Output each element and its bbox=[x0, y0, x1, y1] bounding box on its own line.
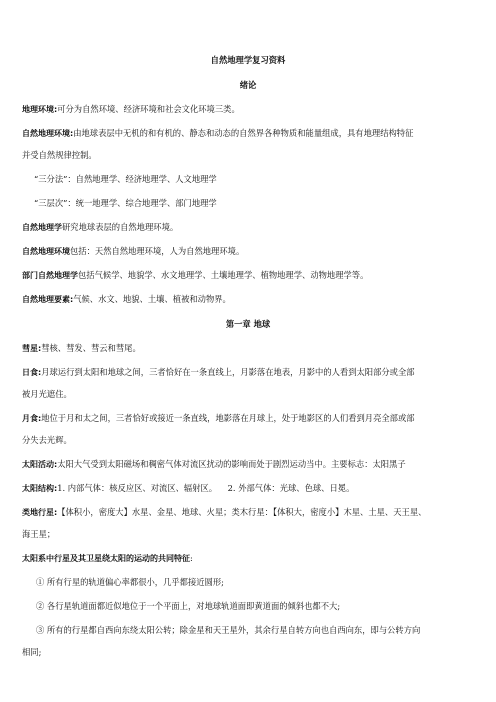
definition: : bbox=[190, 553, 193, 563]
term: 太阳结构: bbox=[22, 484, 58, 493]
definition: 月球运行到太阳和地球之间，三者恰好在一条直线上，月影落在地表，月影中的人看到太阳部分或全部 bbox=[41, 367, 415, 377]
term: 类地行星: bbox=[22, 508, 58, 517]
definition: 【体积小，密度大】水星、金星、地球、火星；类木行星：【体积大，密度小】木星、土星、天王星、 bbox=[57, 507, 427, 517]
paragraph-elements bbox=[22, 294, 474, 305]
definition: 气候、水文、地貌、土壤、植被和动物界。 bbox=[73, 294, 231, 304]
definition: 由地球表层中无机的和有机的、静态和动态的自然界各种物质和能量组成，具有地理结构特征 bbox=[73, 128, 414, 138]
list-item: ① 所有行星的轨道偏心率都很小，几乎都接近圆形; bbox=[36, 577, 224, 587]
term: 太阳系中行星及其卫星绕太阳的运动的共同特征 bbox=[22, 554, 190, 563]
paragraph-solar-eclipse bbox=[22, 367, 474, 378]
paragraph-geo-environment bbox=[22, 104, 474, 115]
list-item: ③ 所有的行星都自西向东绕太阳公转；除金星和天王星外，其余行星自转方向也自西向东，即与公转方向 bbox=[36, 625, 421, 635]
paragraph-continuation: 海王星； bbox=[22, 529, 56, 539]
term: 彗星: bbox=[22, 344, 42, 353]
paragraph-lunar-eclipse bbox=[22, 413, 474, 424]
term: 太阳活动: bbox=[22, 460, 58, 469]
term: 部门自然地理学 bbox=[22, 271, 78, 280]
term: 月食: bbox=[22, 414, 42, 423]
term: 地理环境: bbox=[22, 105, 58, 114]
paragraph-continuation: 并受自然规律控制。 bbox=[22, 150, 97, 160]
paragraph-natural-environment bbox=[22, 128, 474, 139]
definition: 彗核、彗发、彗云和彗尾。 bbox=[41, 343, 141, 353]
paragraph-three-levels: “三层次”：统一地理学、综合地理学、部门地理学 bbox=[34, 198, 217, 208]
paragraph-comet bbox=[22, 343, 474, 354]
paragraph-physical-geography bbox=[22, 222, 474, 233]
paragraph-three-divisions: “三分法”：自然地理学、经济地理学、人文地理学 bbox=[34, 174, 217, 184]
paragraph-planets bbox=[22, 507, 474, 518]
paragraph-sun-structure bbox=[22, 483, 474, 494]
definition: 可分为自然环境、经济环境和社会文化环境三类。 bbox=[57, 104, 240, 114]
document-title: 自然地理学复习资料 bbox=[210, 55, 286, 65]
paragraph-branch-geography bbox=[22, 270, 474, 281]
term: 日食: bbox=[22, 368, 42, 377]
list-item-continuation: 相同; bbox=[22, 647, 42, 657]
intro-heading: 绪论 bbox=[239, 80, 257, 90]
term: 自然地理环境: bbox=[22, 129, 74, 138]
definition: 地位于月和太之间，三者恰好或接近一条直线，地影落在月球上，处于地影区的人们看到月亮全部或部 bbox=[41, 413, 415, 423]
definition: 包括气候学、地貌学、水文地理学、土壤地理学、植物地理学、动物地理学等。 bbox=[78, 270, 369, 280]
paragraph-natural-geo-environment bbox=[22, 246, 474, 257]
term: 自然地理要素: bbox=[22, 295, 74, 304]
paragraph-solar-activity bbox=[22, 459, 474, 470]
term: 自然地理学 bbox=[22, 223, 62, 232]
definition: 1. 内部气体：核反应区、对流区、辐射区。 2. 外部气体：光球、色球、日冕。 bbox=[57, 483, 355, 493]
term: 自然地理环境 bbox=[22, 247, 70, 256]
definition: 包括：天然自然地理环境，人为自然地理环境。 bbox=[70, 246, 245, 256]
paragraph-solar-system-features bbox=[22, 553, 474, 564]
definition: 太阳大气受到太阳磁场和稠密气体对流区扰动的影响而处于剧烈运动当中。主要标志：太阳黑子 bbox=[57, 459, 406, 469]
list-item: ② 各行星轨道面都近似地位于一个平面上，对地球轨道面即黄道面的倾斜也都不大; bbox=[36, 601, 341, 611]
paragraph-continuation: 分失去光辉。 bbox=[22, 435, 72, 445]
chapter-heading: 第一章 地球 bbox=[225, 319, 271, 329]
definition: 研究地球表层的自然地理环境。 bbox=[62, 222, 179, 232]
paragraph-continuation: 被月光遮住。 bbox=[22, 389, 72, 399]
